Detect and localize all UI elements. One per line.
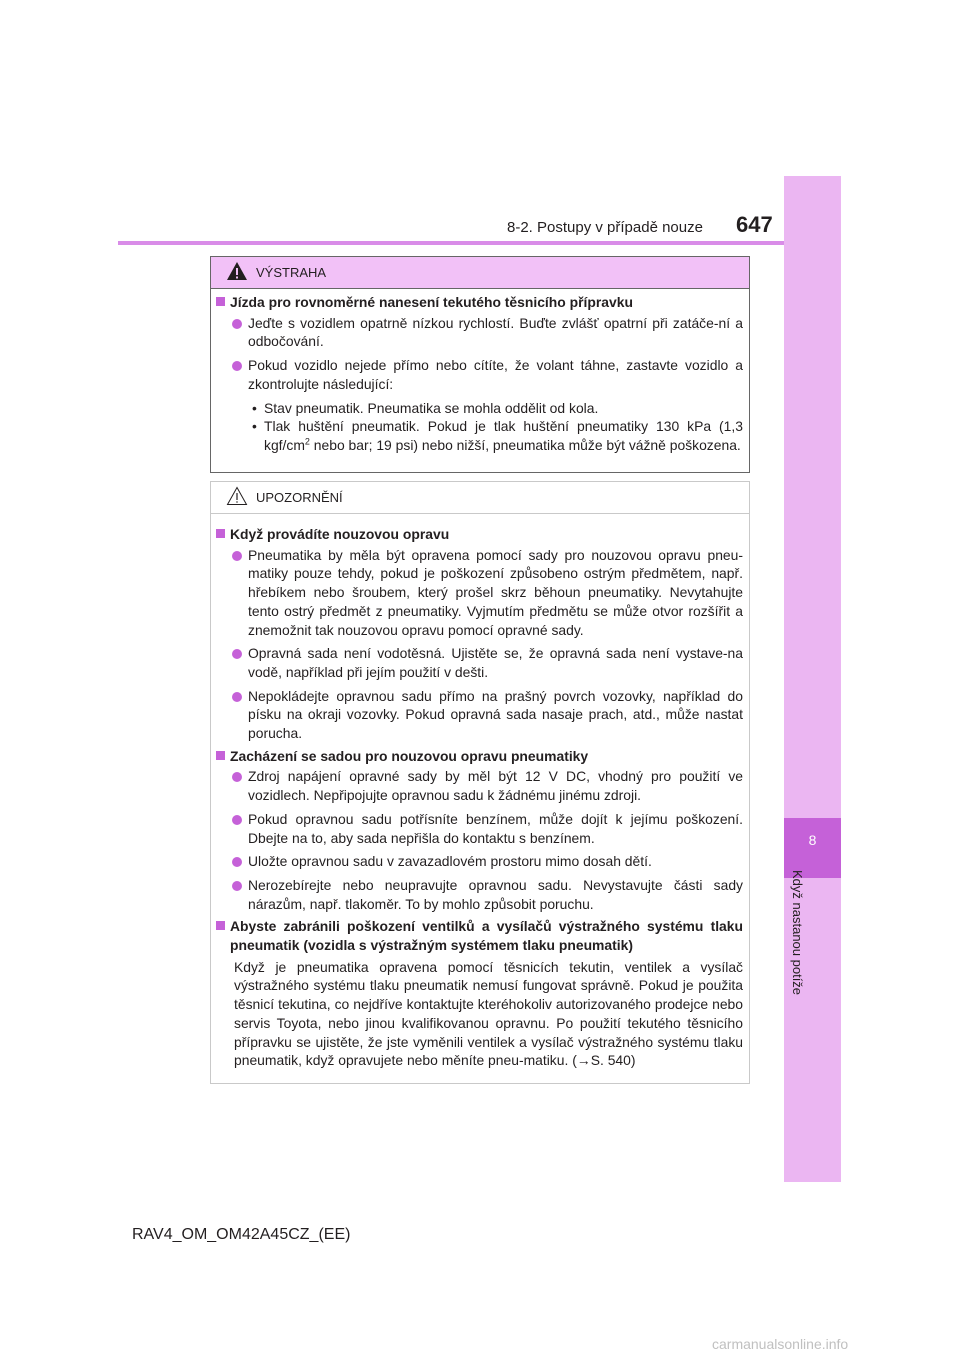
bullet-dot-icon <box>232 361 242 371</box>
chapter-number-box <box>784 818 841 878</box>
caution-item-text: Pneumatika by měla být opravena pomocí sady pro nouzovou opravu pneu-matiky pouze tehdy, pokud je poškození způsobeno ostrým předmětem, např. hřebíkem nebo šroubem, který prošel skrz běhoun pneumatiky. Nevytahujte tento ostrý předmět z pneumatiky. Vyjmutím předmětu se může otvor rozšířit a znemožnit tak nouzovou opravu pomocí opravné sady. <box>248 546 743 638</box>
caution-title-text: Když provádíte nouzovou opravu <box>230 526 450 542</box>
caution-box <box>210 481 750 1084</box>
caution-section-title <box>216 525 743 544</box>
caution-item-text: Uložte opravnou sadu v zavazadlovém prostoru mimo dosah dětí. <box>248 853 652 870</box>
warning-header <box>211 257 749 289</box>
document-code-footer: RAV4_OM_OM42A45CZ_(EE) <box>132 1226 351 1243</box>
caution-content <box>211 525 749 1070</box>
superscript: 2 <box>304 436 310 447</box>
warning-item-text: Pokud vozidlo nejede přímo nebo cítíte, že volant táhne, zastavte vozidlo a zkontrolujte následující: <box>248 357 743 392</box>
caution-item-text: Opravná sada není vodotěsná. Ujistěte se, že opravná sada není vystave-na vodě, například při jejím použití v dešti. <box>248 645 743 680</box>
caution-item-text: Nerozebírejte nebo neupravujte opravnou sadu. Nevystavujte části sady nárazům, např. tlakoměr. To by mohlo způsobit poruchu. <box>248 876 743 912</box>
warning-section-title <box>216 293 743 312</box>
warning-triangle-icon <box>226 261 248 281</box>
caution-item <box>216 810 743 847</box>
caution-paragraph <box>216 958 743 1070</box>
bullet-dot-icon <box>232 551 242 561</box>
warning-content <box>211 293 749 455</box>
warning-label: VÝSTRAHA <box>256 265 327 280</box>
bullet-dot-icon <box>232 692 242 702</box>
caution-title-text: Zacházení se sadou pro nouzovou opravu pneumatiky <box>230 747 589 764</box>
bullet-dot-icon <box>232 319 242 329</box>
site-watermark: carmanualsonline.info <box>712 1336 849 1352</box>
warning-box <box>210 256 750 473</box>
section-square-icon <box>216 751 225 760</box>
caution-header <box>211 482 749 514</box>
caution-item <box>216 546 743 640</box>
warning-item <box>216 314 743 351</box>
bullet-dot-icon <box>232 881 242 891</box>
section-square-icon <box>216 529 225 538</box>
caution-label: UPOZORNĚNÍ <box>256 490 343 505</box>
caution-item <box>216 644 743 681</box>
caution-triangle-icon <box>226 486 248 506</box>
caution-item-text: Zdroj napájení opravné sady by měl být 12 V DC, vhodný pro použití ve vozidlech. Nepřipojujte opravnou sadu k žádnému jinému zdroji. <box>248 768 743 804</box>
warning-title-text: Jízda pro rovnoměrné nanesení tekutého těsnicího přípravku <box>230 294 633 310</box>
caution-item <box>216 852 743 871</box>
warning-subitem <box>216 399 743 418</box>
bullet-dot-icon <box>232 815 242 825</box>
chapter-title <box>786 870 808 1040</box>
bullet-dot-icon <box>232 857 242 867</box>
caution-paragraph-text: Když je pneumatika opravena pomocí těsnicích tekutin, ventilek a vysílač výstražného systému tlaku pneumatik nemusí fungovat správně. Pokud je použita těsnicí tekutina, co nejdříve kontaktujte kteréhokoliv autorizovaného prodejce nebo servis Toyota, nebo jinou kvalifikovanou opravnu. Po použití tekutého těsnicího přípravku se ujistěte, že jste vyměnili ventilek a vysílač výstražného systému tlaku pneumatik, když opravujete nebo měníte pneu-matiku. (→S. 540) <box>234 958 743 1069</box>
caution-section-title <box>216 747 743 766</box>
header-rule <box>118 241 784 245</box>
warning-subitem-text: nebo bar; 19 psi) nebo nižší, pneumatika může být vážně poškozena. <box>309 436 741 453</box>
section-square-icon <box>216 921 225 930</box>
bullet-dot-icon <box>232 772 242 782</box>
running-header-section: 8-2. Postupy v případě nouze <box>507 219 703 236</box>
bullet-icon: • <box>252 399 257 416</box>
bullet-icon: • <box>252 418 257 435</box>
warning-subitem-text: Tlak huštění pneumatik. Pokud je tlak huštění pneumatiky 130 kPa (1,3 kgf/cm <box>264 418 743 453</box>
page-number: 647 <box>736 212 773 237</box>
warning-item <box>216 356 743 393</box>
caution-item-text: Pokud opravnou sadu potřísníte benzínem, může dojít k jejímu poškození. Dbejte na to, aby sada nepřišla do kontaktu s benzínem. <box>248 810 743 846</box>
chapter-number: 8 <box>808 832 817 848</box>
chapter-title-text: Když nastanou potíže <box>790 870 805 996</box>
section-square-icon <box>216 297 225 306</box>
warning-item-text: Jeďte s vozidlem opatrně nízkou rychlostí. Buďte zvlášť opatrní při zatáče-ní a odbočování. <box>248 314 743 350</box>
caution-item <box>216 687 743 743</box>
caution-section-title <box>216 917 743 954</box>
warning-subitem-text: Stav pneumatik. Pneumatika se mohla oddělit od kola. <box>264 399 599 416</box>
caution-item <box>216 767 743 804</box>
warning-subitem <box>216 417 743 454</box>
caution-item-text: Nepokládejte opravnou sadu přímo na prašný povrch vozovky, například do písku na okraji vozovky. Pokud opravná sada nasaje prach, atd., může nastat porucha. <box>248 687 743 742</box>
caution-title-text: Abyste zabránili poškození ventilků a vysílačů výstražného systému tlaku pneumatik (vozidla s výstražným systémem tlaku pneumatik) <box>230 918 743 954</box>
caution-item <box>216 876 743 913</box>
bullet-dot-icon <box>232 649 242 659</box>
